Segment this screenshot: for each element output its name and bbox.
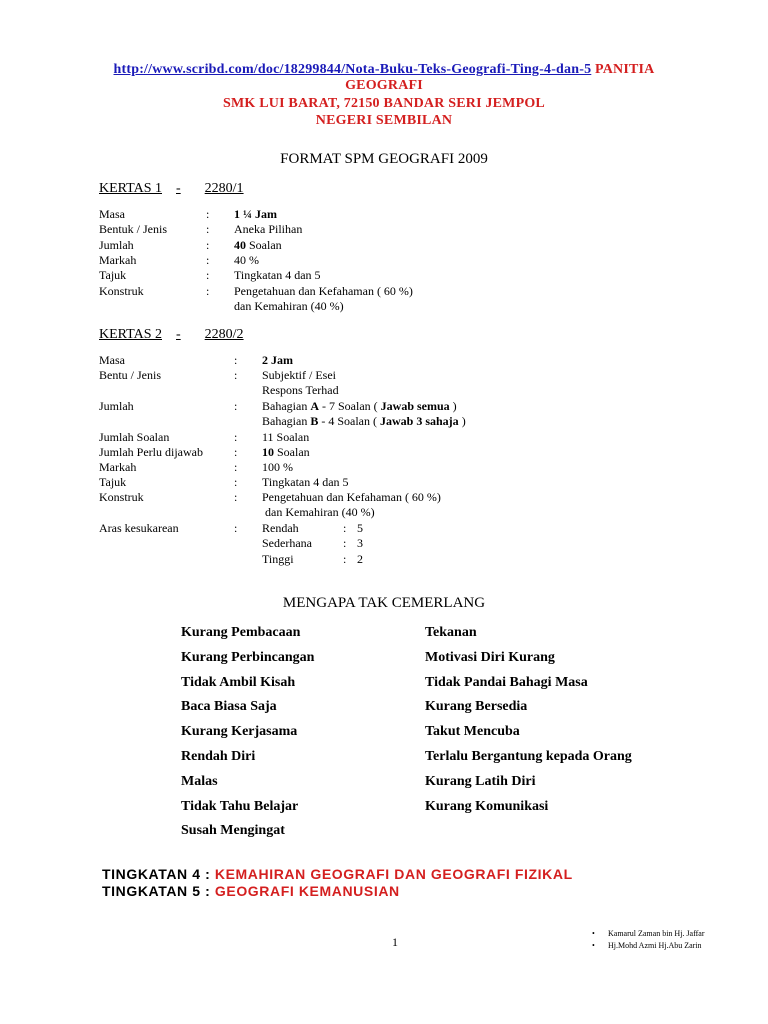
mengapa-right-item: Kurang Bersedia [425,699,528,715]
mengapa-left-item: Susah Mengingat [181,823,285,839]
k2-markah-label: Markah [99,460,137,474]
k1-row-label: Markah [99,253,137,267]
k2-konstruk-value: Pengetahuan dan Kefahaman ( 60 %) [262,490,441,504]
bahagian-a-note: Jawab semua [380,399,450,413]
k2-konstruk-value-2: dan Kemahiran (40 %) [265,505,375,519]
mengapa-right-item: Terlalu Bergantung kepada Orang [425,749,632,764]
k1-row-value-2: dan Kemahiran (40 %) [234,299,344,313]
k2-colon: : [234,368,238,382]
mengapa-left-item: Rendah Diri [181,749,256,764]
k1-row-value-text: Soalan [246,238,282,252]
k2-colon: : [234,521,238,535]
bahagian-b-note: Jawab 3 sahaja [380,414,459,428]
tingkatan-5 [102,883,400,899]
k2-bentuk-value-2: Respons Terhad [262,383,339,397]
k1-colon: : [206,253,210,267]
k2-bahagian-a [262,399,457,414]
k1-row-value [234,238,282,253]
k2-colon: : [234,353,238,367]
mengapa-left-item: Kurang Perbincangan [181,649,315,665]
k1-row-label: Masa [99,207,125,221]
tingkatan-5-label: TINGKATAN 5 : [102,883,211,899]
mengapa-right-item: Kurang Latih Diri [425,773,536,789]
k2-konstruk-label: Konstruk [99,490,144,504]
k2-bahagian-b [262,414,466,429]
k1-row-value-text: Tingkatan 4 dan 5 [234,268,321,282]
mengapa-left-item: Tidak Tahu Belajar [181,798,299,814]
aras-value: 2 [357,552,363,566]
kertas1-heading [99,181,244,197]
k1-row-value [234,207,277,222]
k2-tajuk-label: Tajuk [99,475,127,489]
footer-author-1: Kamarul Zaman bin Hj. Jaffar [608,929,705,938]
aras-value: 3 [357,536,363,550]
k1-row-value [234,253,259,268]
k2-masa-label: Masa [99,353,125,367]
text: Bahagian [262,414,311,428]
k2-jumlah-label: Jumlah [99,399,134,413]
aras-level: Sederhana [262,536,312,550]
k1-row-value-text: Pengetahuan dan Kefahaman ( 60 %) [234,284,413,298]
footer-bullet: • [592,941,595,950]
mengapa-left-item: Tidak Ambil Kisah [181,674,296,690]
k2-tajuk-value: Tingkatan 4 dan 5 [262,475,349,489]
tingkatan-4-label: TINGKATAN 4 : [102,866,211,882]
text: Soalan [274,445,310,459]
k2-colon: : [234,430,238,444]
header-state: NEGERI SEMBILAN [315,113,453,128]
k1-colon: : [206,284,210,298]
mengapa-right-item: Tidak Pandai Bahagi Masa [425,674,588,690]
source-link[interactable]: http://www.scribd.com/doc/18299844/Nota-Buku-Teks-Geografi-Ting-4-dan-5 [113,62,592,77]
k1-row-label: Bentuk / Jenis [99,222,167,236]
page-title: FORMAT SPM GEOGRAFI 2009 [280,151,488,167]
kertas2-heading [99,327,244,343]
k2-jperlu-value [262,445,310,460]
k1-row-value [234,268,321,283]
text: ) [458,414,466,428]
mengapa-left-item: Baca Biasa Saja [181,699,277,715]
header-panitia: PANITIA [591,62,655,77]
mengapa-left-item: Malas [181,773,218,789]
k1-row-label: Tajuk [99,268,127,282]
k2-jsoalan-value: 11 Soalan [262,430,310,444]
k1-row-value-text: Aneka Pilihan [234,222,303,236]
mengapa-left-item: Kurang Kerjasama [181,724,298,740]
text: Bahagian [262,399,311,413]
header-school: SMK LUI BARAT, 72150 BANDAR SERI JEMPOL [223,96,545,111]
kertas1-name: KERTAS 1 [99,181,162,196]
aras-colon: : [343,521,347,535]
kertas1-code: 2280/1 [204,181,244,196]
k2-jperlu-label: Jumlah Perlu dijawab [99,445,203,459]
k1-row-label: Konstruk [99,284,144,298]
text: - 4 Soalan ( [318,414,380,428]
k1-colon: : [206,207,210,221]
mengapa-right-item: Takut Mencuba [425,724,520,740]
mengapa-left-item: Kurang Pembacaan [181,625,301,640]
jperlu-number: 10 [262,445,274,459]
k2-colon: : [234,475,238,489]
k2-colon: : [234,490,238,504]
tingkatan-4-value: KEMAHIRAN GEOGRAFI DAN GEOGRAFI FIZIKAL [214,866,573,882]
tingkatan-4 [102,866,573,882]
aras-colon: : [343,536,347,550]
header-line-1 [0,62,768,78]
k2-jsoalan-label: Jumlah Soalan [99,430,170,444]
k2-colon: : [234,460,238,474]
footer-bullet: • [592,929,595,938]
text: - 7 Soalan ( [319,399,381,413]
k1-row-value [234,222,302,237]
k1-row-value-text: 40 % [234,253,259,267]
mengapa-right-item: Kurang Komunikasi [425,798,549,814]
k2-colon: : [234,445,238,459]
kertas2-dash: - [176,327,181,342]
k2-aras-label: Aras kesukarean [99,521,179,535]
text: ) [449,399,457,413]
bahagian-a-letter: A [310,399,319,413]
k2-colon: : [234,399,238,413]
page-number: 1 [392,935,398,949]
bahagian-b-letter: B [310,414,319,428]
kertas2-name: KERTAS 2 [99,327,162,342]
kertas1-dash: - [176,181,181,196]
mengapa-right-item: Motivasi Diri Kurang [425,649,555,665]
mengapa-title: MENGAPA TAK CEMERLANG [282,595,486,611]
k2-bentuk-label: Bentu / Jenis [99,368,161,382]
k1-row-label: Jumlah [99,238,134,252]
kertas2-code: 2280/2 [204,327,244,342]
aras-level: Tinggi [262,552,294,566]
k1-row-value [234,284,413,299]
aras-value: 5 [357,521,363,535]
k2-markah-value: 100 % [262,460,293,474]
k1-row-value-text: 1 ¼ Jam [234,207,277,221]
aras-level: Rendah [262,521,299,535]
mengapa-right-item: Tekanan [425,625,477,640]
k2-masa-value: 2 Jam [262,353,293,367]
tingkatan-5-value: GEOGRAFI KEMANUSIAN [214,883,400,899]
header-line-2: GEOGRAFI [345,78,423,93]
k1-row-value-bold: 40 [234,238,246,252]
k1-colon: : [206,238,210,252]
k1-colon: : [206,268,210,282]
k2-bentuk-value: Subjektif / Esei [262,368,336,382]
aras-colon: : [343,552,347,566]
k1-colon: : [206,222,210,236]
footer-author-2: Hj.Mohd Azmi Hj.Abu Zarin [608,941,702,950]
